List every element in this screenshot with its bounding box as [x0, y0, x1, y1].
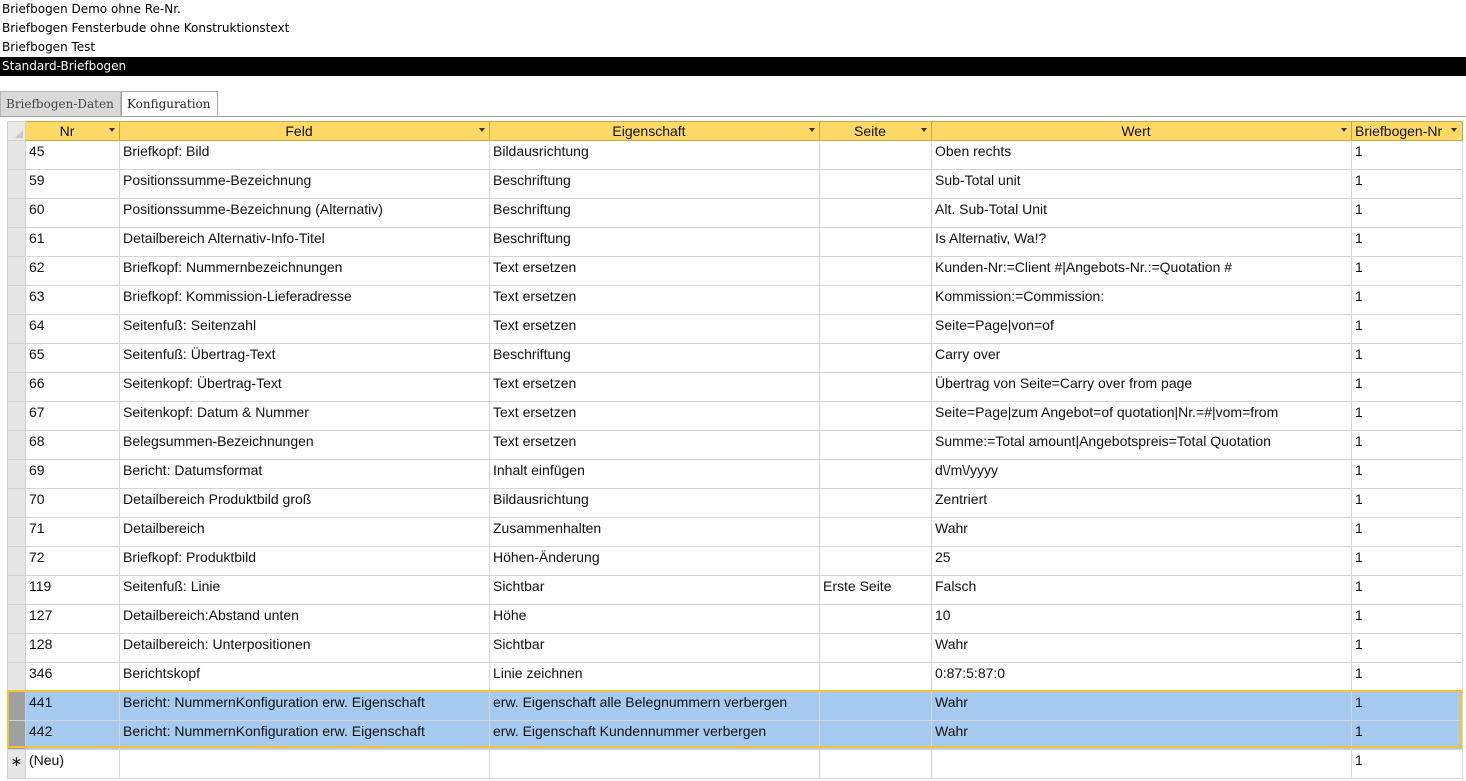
dropdown-arrow-icon[interactable] [109, 128, 115, 132]
table-row[interactable] [8, 547, 1463, 576]
cell-wert[interactable]: Is Alternativ, Wa!? [932, 228, 1352, 257]
record-selector[interactable] [8, 576, 26, 605]
table-row[interactable] [8, 373, 1463, 402]
cell-eigenschaft[interactable]: erw. Eigenschaft Kundennummer verbergen [490, 721, 820, 750]
column-header-label: Briefbogen-Nr [1355, 123, 1443, 139]
cell-feld[interactable]: Seitenkopf: Übertrag-Text [120, 373, 490, 402]
cell-seite[interactable] [820, 547, 932, 576]
cell-wert[interactable]: Wahr [932, 692, 1352, 721]
cell-feld[interactable]: Detailbereich Produktbild groß [120, 489, 490, 518]
cell-briefbogen-nr[interactable]: 1 [1352, 750, 1463, 779]
cell-wert[interactable]: Wahr [932, 518, 1352, 547]
record-selector[interactable] [8, 315, 26, 344]
dropdown-arrow-icon[interactable] [1451, 128, 1457, 132]
cell-eigenschaft[interactable]: Linie zeichnen [490, 663, 820, 692]
record-selector[interactable] [8, 605, 26, 634]
cell-nr[interactable]: 72 [26, 547, 120, 576]
cell-nr[interactable]: 45 [26, 141, 120, 170]
cell-wert[interactable] [932, 750, 1352, 779]
cell-seite[interactable] [820, 199, 932, 228]
record-selector[interactable] [8, 431, 26, 460]
column-header-feld[interactable] [120, 122, 490, 141]
cell-eigenschaft[interactable]: Höhe [490, 605, 820, 634]
cell-feld[interactable]: Briefkopf: Nummernbezeichnungen [120, 257, 490, 286]
table-row[interactable] [8, 634, 1463, 663]
cell-nr[interactable]: 69 [26, 460, 120, 489]
cell-briefbogen-nr[interactable]: 1 [1352, 344, 1463, 373]
dropdown-arrow-icon[interactable] [1341, 128, 1347, 132]
cell-seite[interactable] [820, 489, 932, 518]
cell-seite[interactable] [820, 605, 932, 634]
cell-eigenschaft[interactable]: Beschriftung [490, 344, 820, 373]
cell-wert[interactable]: 0:87:5:87:0 [932, 663, 1352, 692]
cell-wert[interactable]: Seite=Page|zum Angebot=of quotation|Nr.=#|vom=from [932, 402, 1352, 431]
cell-nr[interactable]: 64 [26, 315, 120, 344]
cell-briefbogen-nr[interactable]: 1 [1352, 141, 1463, 170]
cell-eigenschaft[interactable]: Höhen-Änderung [490, 547, 820, 576]
cell-eigenschaft[interactable]: Sichtbar [490, 576, 820, 605]
new-record-marker-icon[interactable]: ∗ [8, 750, 26, 779]
cell-wert[interactable]: Sub-Total unit [932, 170, 1352, 199]
datasheet-body [8, 141, 1463, 779]
cell-briefbogen-nr[interactable]: 1 [1352, 576, 1463, 605]
cell-nr[interactable]: 62 [26, 257, 120, 286]
cell-nr[interactable]: 65 [26, 344, 120, 373]
cell-eigenschaft[interactable]: erw. Eigenschaft alle Belegnummern verbergen [490, 692, 820, 721]
table-row[interactable] [8, 431, 1463, 460]
cell-wert[interactable]: Seite=Page|von=of [932, 315, 1352, 344]
cell-briefbogen-nr[interactable]: 1 [1352, 373, 1463, 402]
cell-wert[interactable]: Kommission:=Commission: [932, 286, 1352, 315]
cell-eigenschaft[interactable]: Text ersetzen [490, 431, 820, 460]
cell-feld[interactable]: Seitenkopf: Datum & Nummer [120, 402, 490, 431]
table-row[interactable] [8, 257, 1463, 286]
tab-konfiguration[interactable]: Konfiguration [121, 91, 218, 116]
cell-seite[interactable] [820, 518, 932, 547]
cell-wert[interactable]: 25 [932, 547, 1352, 576]
cell-feld[interactable] [120, 750, 490, 779]
cell-briefbogen-nr[interactable]: 1 [1352, 170, 1463, 199]
column-header-label: Eigenschaft [612, 123, 686, 139]
record-selector[interactable] [8, 286, 26, 315]
cell-wert[interactable]: 10 [932, 605, 1352, 634]
cell-nr[interactable]: 66 [26, 373, 120, 402]
cell-eigenschaft[interactable]: Sichtbar [490, 634, 820, 663]
cell-seite[interactable] [820, 431, 932, 460]
table-row[interactable] [8, 402, 1463, 431]
letterhead-item[interactable]: Briefbogen Test [2, 40, 96, 54]
record-selector[interactable] [8, 489, 26, 518]
cell-wert[interactable]: Wahr [932, 634, 1352, 663]
table-row[interactable] [8, 489, 1463, 518]
tab-strip [0, 91, 1466, 117]
cell-briefbogen-nr[interactable]: 1 [1352, 663, 1463, 692]
new-record-row[interactable] [8, 750, 1463, 779]
cell-seite[interactable] [820, 228, 932, 257]
cell-briefbogen-nr[interactable]: 1 [1352, 692, 1463, 721]
record-selector[interactable] [8, 170, 26, 199]
cell-nr[interactable]: 59 [26, 170, 120, 199]
cell-seite[interactable] [820, 460, 932, 489]
cell-feld[interactable]: Seitenfuß: Linie [120, 576, 490, 605]
cell-nr[interactable]: 63 [26, 286, 120, 315]
table-row[interactable] [8, 228, 1463, 257]
cell-nr[interactable]: 60 [26, 199, 120, 228]
cell-nr[interactable]: 119 [26, 576, 120, 605]
cell-briefbogen-nr[interactable]: 1 [1352, 402, 1463, 431]
column-header-seite[interactable] [820, 122, 932, 141]
cell-feld[interactable]: Seitenfuß: Seitenzahl [120, 315, 490, 344]
configuration-datasheet [7, 121, 1462, 779]
column-header-eigenschaft[interactable] [490, 122, 820, 141]
cell-feld[interactable]: Bericht: Datumsformat [120, 460, 490, 489]
record-selector[interactable] [8, 257, 26, 286]
select-all-corner[interactable] [8, 122, 26, 141]
cell-eigenschaft[interactable]: Text ersetzen [490, 373, 820, 402]
cell-feld[interactable]: Positionssumme-Bezeichnung (Alternativ) [120, 199, 490, 228]
record-selector[interactable] [8, 692, 26, 721]
cell-eigenschaft[interactable] [490, 750, 820, 779]
letterhead-list [0, 0, 1466, 76]
cell-wert[interactable]: Falsch [932, 576, 1352, 605]
record-selector[interactable] [8, 199, 26, 228]
cell-briefbogen-nr[interactable]: 1 [1352, 315, 1463, 344]
cell-seite[interactable] [820, 634, 932, 663]
column-header-label: Nr [59, 123, 75, 139]
cell-seite[interactable] [820, 721, 932, 750]
table-row[interactable] [8, 141, 1463, 170]
cell-eigenschaft[interactable]: Text ersetzen [490, 402, 820, 431]
table-row[interactable] [8, 344, 1463, 373]
table-row[interactable] [8, 605, 1463, 634]
cell-briefbogen-nr[interactable]: 1 [1352, 634, 1463, 663]
cell-briefbogen-nr[interactable]: 1 [1352, 286, 1463, 315]
table-row[interactable] [8, 199, 1463, 228]
cell-briefbogen-nr[interactable]: 1 [1352, 460, 1463, 489]
cell-feld[interactable]: Seitenfuß: Übertrag-Text [120, 344, 490, 373]
cell-nr[interactable]: 127 [26, 605, 120, 634]
cell-wert[interactable]: Zentriert [932, 489, 1352, 518]
column-header-briefbogen-nr[interactable] [1352, 122, 1463, 141]
cell-feld[interactable]: Briefkopf: Kommission-Lieferadresse [120, 286, 490, 315]
cell-briefbogen-nr[interactable]: 1 [1352, 431, 1463, 460]
cell-briefbogen-nr[interactable]: 1 [1352, 518, 1463, 547]
cell-nr[interactable]: 67 [26, 402, 120, 431]
table-row[interactable] [8, 460, 1463, 489]
cell-nr[interactable]: 346 [26, 663, 120, 692]
record-selector[interactable] [8, 663, 26, 692]
cell-feld[interactable]: Detailbereich Alternativ-Info-Titel [120, 228, 490, 257]
cell-feld[interactable]: Detailbereich: Unterpositionen [120, 634, 490, 663]
cell-feld[interactable]: Berichtskopf [120, 663, 490, 692]
cell-feld[interactable]: Briefkopf: Produktbild [120, 547, 490, 576]
cell-wert[interactable]: Oben rechts [932, 141, 1352, 170]
cell-briefbogen-nr[interactable]: 1 [1352, 257, 1463, 286]
cell-briefbogen-nr[interactable]: 1 [1352, 721, 1463, 750]
dropdown-arrow-icon[interactable] [479, 128, 485, 132]
record-selector[interactable] [8, 634, 26, 663]
cell-wert[interactable]: Carry over [932, 344, 1352, 373]
cell-eigenschaft[interactable]: Bildausrichtung [490, 489, 820, 518]
cell-eigenschaft[interactable]: Text ersetzen [490, 286, 820, 315]
table-row[interactable] [8, 315, 1463, 344]
cell-nr[interactable]: 442 [26, 721, 120, 750]
table-row[interactable] [8, 286, 1463, 315]
cell-eigenschaft[interactable]: Beschriftung [490, 228, 820, 257]
letterhead-item[interactable]: Briefbogen Demo ohne Re-Nr. [2, 2, 181, 16]
record-selector[interactable] [8, 518, 26, 547]
table-row[interactable] [8, 692, 1463, 721]
cell-feld[interactable]: Belegsummen-Bezeichnungen [120, 431, 490, 460]
column-header-label: Feld [285, 123, 313, 139]
dropdown-arrow-icon[interactable] [809, 128, 815, 132]
cell-eigenschaft[interactable]: Bildausrichtung [490, 141, 820, 170]
column-header-label: Wert [1121, 123, 1151, 139]
cell-seite[interactable] [820, 750, 932, 779]
cell-seite[interactable] [820, 257, 932, 286]
cell-seite[interactable] [820, 402, 932, 431]
cell-seite[interactable]: Erste Seite [820, 576, 932, 605]
cell-seite[interactable] [820, 141, 932, 170]
cell-wert[interactable]: d\/m\/yyyy [932, 460, 1352, 489]
record-selector[interactable] [8, 344, 26, 373]
dropdown-arrow-icon[interactable] [921, 128, 927, 132]
cell-briefbogen-nr[interactable]: 1 [1352, 228, 1463, 257]
letterhead-item[interactable]: Briefbogen Fensterbude ohne Konstruktionstext [2, 21, 290, 35]
record-selector[interactable] [8, 402, 26, 431]
cell-feld[interactable]: Bericht: NummernKonfiguration erw. Eigenschaft [120, 721, 490, 750]
column-header-nr[interactable] [26, 122, 120, 141]
cell-wert[interactable]: Kunden-Nr:=Client #|Angebots-Nr.:=Quotation # [932, 257, 1352, 286]
cell-nr[interactable]: 441 [26, 692, 120, 721]
cell-seite[interactable] [820, 692, 932, 721]
record-selector[interactable] [8, 373, 26, 402]
cell-seite[interactable] [820, 373, 932, 402]
cell-eigenschaft[interactable]: Beschriftung [490, 170, 820, 199]
cell-wert[interactable]: Alt. Sub-Total Unit [932, 199, 1352, 228]
cell-feld[interactable]: Detailbereich [120, 518, 490, 547]
tab-briefbogen-daten[interactable]: Briefbogen-Daten [0, 91, 121, 116]
record-selector[interactable] [8, 721, 26, 750]
record-selector[interactable] [8, 141, 26, 170]
cell-wert[interactable]: Übertrag von Seite=Carry over from page [932, 373, 1352, 402]
record-selector[interactable] [8, 547, 26, 576]
cell-eigenschaft[interactable]: Text ersetzen [490, 257, 820, 286]
cell-nr[interactable]: 71 [26, 518, 120, 547]
cell-eigenschaft[interactable]: Beschriftung [490, 199, 820, 228]
cell-seite[interactable] [820, 170, 932, 199]
cell-briefbogen-nr[interactable]: 1 [1352, 489, 1463, 518]
record-selector[interactable] [8, 460, 26, 489]
cell-seite[interactable] [820, 663, 932, 692]
cell-briefbogen-nr[interactable]: 1 [1352, 605, 1463, 634]
cell-nr[interactable]: 70 [26, 489, 120, 518]
column-header-label: Seite [854, 123, 886, 139]
cell-seite[interactable] [820, 315, 932, 344]
cell-seite[interactable] [820, 344, 932, 373]
column-header-wert[interactable] [932, 122, 1352, 141]
cell-feld[interactable]: Detailbereich:Abstand unten [120, 605, 490, 634]
cell-wert[interactable]: Summe:=Total amount|Angebotspreis=Total Quotation [932, 431, 1352, 460]
cell-feld[interactable]: Bericht: NummernKonfiguration erw. Eigenschaft [120, 692, 490, 721]
cell-seite[interactable] [820, 286, 932, 315]
table-row[interactable] [8, 721, 1463, 750]
cell-nr[interactable]: 68 [26, 431, 120, 460]
table-row[interactable] [8, 576, 1463, 605]
letterhead-item-selected[interactable]: Standard-Briefbogen [0, 57, 1466, 76]
cell-wert[interactable]: Wahr [932, 721, 1352, 750]
cell-eigenschaft[interactable]: Inhalt einfügen [490, 460, 820, 489]
cell-briefbogen-nr[interactable]: 1 [1352, 547, 1463, 576]
cell-eigenschaft[interactable]: Text ersetzen [490, 315, 820, 344]
cell-nr[interactable]: 128 [26, 634, 120, 663]
cell-nr[interactable]: (Neu) [26, 750, 120, 779]
cell-eigenschaft[interactable]: Zusammenhalten [490, 518, 820, 547]
cell-feld[interactable]: Briefkopf: Bild [120, 141, 490, 170]
cell-nr[interactable]: 61 [26, 228, 120, 257]
table-row[interactable] [8, 663, 1463, 692]
table-row[interactable] [8, 518, 1463, 547]
table-row[interactable] [8, 170, 1463, 199]
cell-briefbogen-nr[interactable]: 1 [1352, 199, 1463, 228]
record-selector[interactable] [8, 228, 26, 257]
cell-feld[interactable]: Positionssumme-Bezeichnung [120, 170, 490, 199]
